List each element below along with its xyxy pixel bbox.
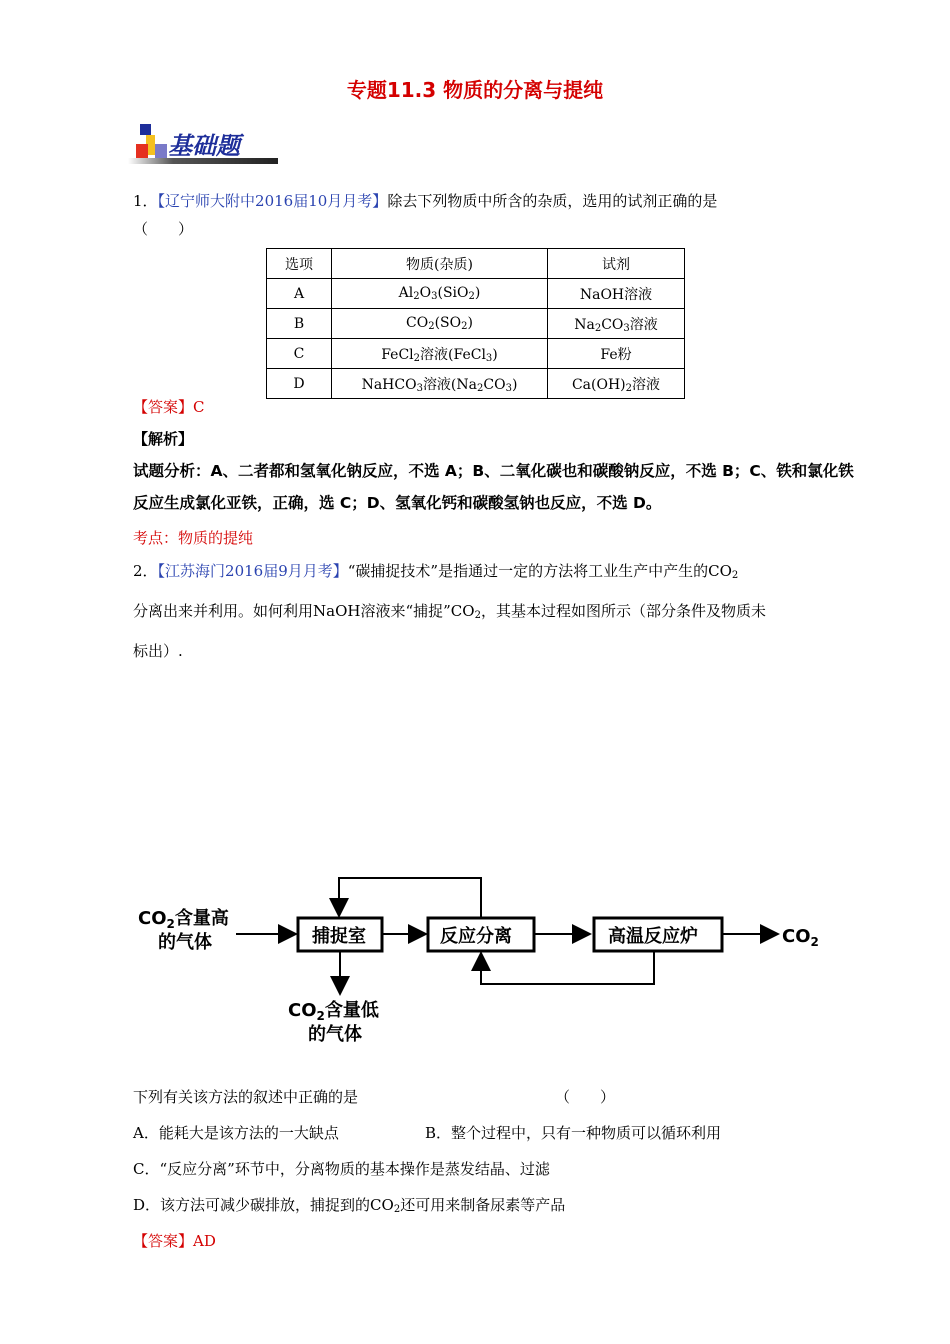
q1-source: 【辽宁师大附中2016届10月月考】	[157, 192, 388, 210]
q1-analysis-label: 【解析】	[133, 430, 194, 448]
page-title: 专题11.3 物质的分离与提纯	[346, 78, 604, 102]
q2-stem-line2: 分离出来并利用。如何利用NaOH溶液来“捕捉$”CO_2$，其基本过程如图所示（部分条件及物质未	[133, 602, 766, 621]
q2-question: 下列有关该方法的叙述中正确的是	[133, 1088, 359, 1106]
table-row	[267, 309, 685, 339]
row-substance: $CO_2(SO_2)$	[332, 309, 548, 339]
q1-number: 1．	[133, 192, 158, 210]
q2-option-a: A．能耗大是该方法的一大缺点	[133, 1124, 339, 1142]
table-row	[267, 369, 685, 399]
answer-value: AD	[193, 1232, 216, 1250]
header-substance: 物质(杂质)	[332, 249, 548, 279]
q2-stem-line1	[133, 560, 738, 587]
q2-option-c: C．“反应分离”环节中，分离物质的基本操作是蒸发结晶、过滤	[133, 1160, 550, 1178]
table-header-row	[267, 249, 685, 279]
q2-paren: （ ）	[555, 1088, 616, 1106]
q1-paren: （ ）	[133, 220, 194, 238]
header-reagent: 试剂	[548, 249, 685, 279]
q1-analysis-line2: 反应生成氯化亚铁，正确，选 C；D、氢氧化钙和碳酸氢钠也反应，不选 D。	[133, 494, 662, 512]
row-option: D	[267, 369, 332, 399]
process-diagram	[136, 862, 836, 1062]
answer-label: 【答案】	[133, 398, 194, 416]
answer-value: C	[193, 398, 205, 416]
row-reagent: NaOH溶液	[548, 279, 685, 309]
q1-answer	[133, 396, 205, 418]
input-gas-line1: $CO_2$含量高	[138, 908, 229, 931]
box2-label: 反应分离	[440, 926, 512, 947]
q1-options-table	[266, 248, 685, 399]
row-reagent: Fe粉	[548, 339, 685, 369]
table-row	[267, 279, 685, 309]
q2-text: “碳捕捉技术”是指通过一定的方法将工业生产中产生的$CO_2$	[347, 562, 739, 581]
q2-option-b: B．整个过程中，只有一种物质可以循环利用	[425, 1124, 722, 1142]
row-substance: $Al_2O_3(SiO_2)$	[332, 279, 548, 309]
q1-kaodian: 考点：物质的提纯	[133, 529, 254, 547]
q2-stem-line3: 标出）.	[133, 642, 183, 660]
q1-analysis-line1: 试题分析：A、二者都和氢氧化钠反应，不选 A；B、二氧化碳也和碳酸钠反应，不选 B；C、铁和氯化铁	[133, 462, 854, 480]
row-reagent: $Na_2CO_3$溶液	[548, 309, 685, 339]
section-banner	[128, 122, 278, 170]
box1-label: 捕捉室	[312, 926, 366, 947]
q2-source: 【江苏海门2016届9月月考】	[157, 562, 348, 580]
row-option: C	[267, 339, 332, 369]
output-co2: $CO_2$	[782, 926, 819, 949]
input-gas-line2: 的气体	[158, 932, 212, 953]
header-option: 选项	[267, 249, 332, 279]
row-reagent: $Ca(OH)_2$溶液	[548, 369, 685, 399]
q2-option-d: D．该方法可减少碳排放，捕捉到的$CO_2$还可用来制备尿素等产品	[133, 1196, 566, 1215]
q1-text: 除去下列物质中所含的杂质，选用的试剂正确的是	[387, 192, 718, 210]
row-option: B	[267, 309, 332, 339]
row-option: A	[267, 279, 332, 309]
box3-label: 高温反应炉	[608, 926, 698, 947]
q1-stem	[133, 190, 717, 212]
row-substance: FeCl$_2$溶液(FeCl$_3$)	[332, 339, 548, 369]
answer-label: 【答案】	[133, 1232, 194, 1250]
table-row	[267, 339, 685, 369]
q2-number: 2．	[133, 562, 158, 580]
row-substance: NaHCO$_3$溶液$(Na_2CO_3)$	[332, 369, 548, 399]
low-gas-line2: 的气体	[308, 1024, 362, 1045]
banner-label: 基础题	[168, 131, 240, 160]
q2-answer	[133, 1230, 216, 1252]
low-gas-line1: $CO_2$含量低	[288, 1000, 379, 1023]
